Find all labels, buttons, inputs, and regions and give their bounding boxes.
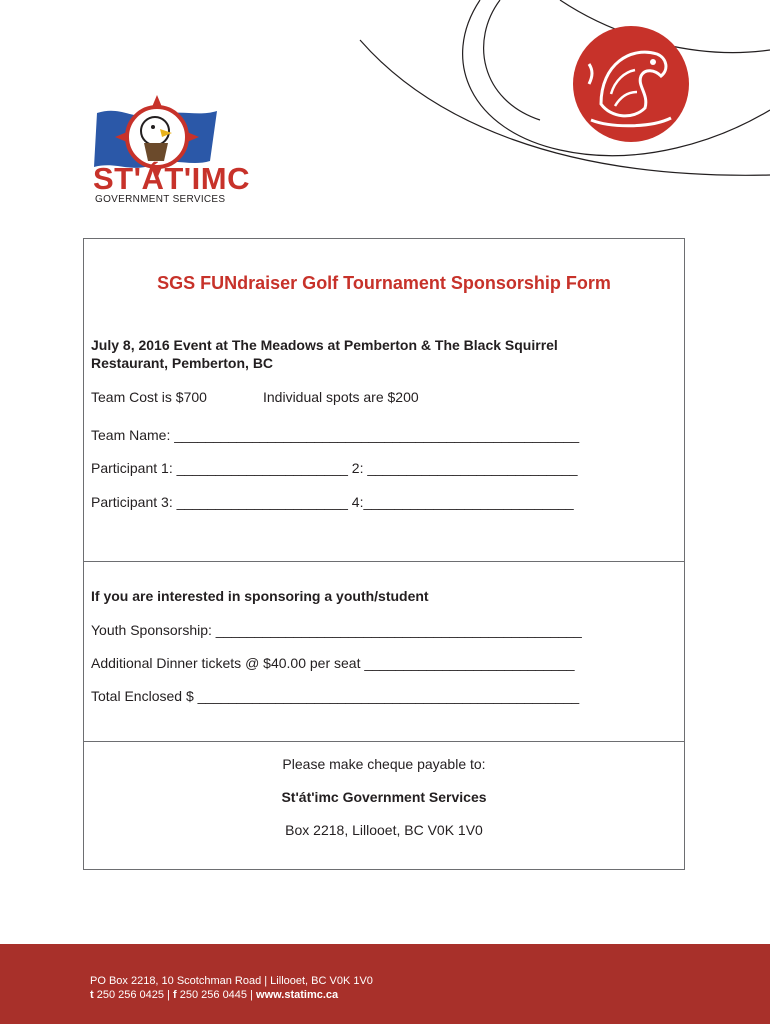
form-title: SGS FUNdraiser Golf Tournament Sponsorship Form: [157, 273, 611, 293]
participants-1-2-field[interactable]: Participant 1: ______________________ 2: ___________________________: [91, 460, 578, 476]
youth-sponsorship-field[interactable]: Youth Sponsorship: _______________________________________________: [91, 622, 582, 638]
footer-address: PO Box 2218, 10 Scotchman Road | Lillooet, BC V0K 1V0: [90, 975, 373, 987]
phone-number: 250 256 0425: [96, 989, 165, 1001]
website-link[interactable]: www.statimc.ca: [256, 989, 339, 1001]
payment-section: [84, 741, 684, 869]
participants-3-4-field[interactable]: Participant 3: ______________________ 4:___________________________: [91, 494, 574, 510]
separator: |: [167, 989, 170, 1001]
team-registration-section: [84, 239, 684, 561]
individual-cost: Individual spots are $200: [263, 389, 419, 405]
logo-subtitle: GOVERNMENT SERVICES: [95, 194, 226, 205]
phone-label: t: [90, 989, 94, 1001]
payee-name: St'át'imc Government Services: [281, 789, 487, 805]
event-details-line1: July 8, 2016 Event at The Meadows at Pemberton & The Black Squirrel: [91, 337, 558, 353]
dinner-tickets-field[interactable]: Additional Dinner tickets @ $40.00 per seat ___________________________: [91, 655, 575, 671]
event-details-line2: Restaurant, Pemberton, BC: [91, 355, 274, 371]
cost-row: [91, 388, 419, 406]
payee-address: Box 2218, Lillooet, BC V0K 1V0: [285, 822, 483, 838]
logo-wordmark: ST'ÁT'IMC: [93, 161, 251, 196]
team-name-field[interactable]: Team Name: ____________________________________________________: [91, 427, 580, 443]
youth-sponsorship-section: [84, 561, 684, 741]
separator: |: [250, 989, 253, 1001]
fax-label: f: [173, 989, 177, 1001]
youth-heading: If you are interested in sponsoring a youth/student: [91, 588, 429, 604]
sponsorship-form: [83, 238, 685, 870]
salmon-emblem-icon: [571, 24, 691, 144]
team-cost: Team Cost is $700: [91, 389, 207, 405]
total-enclosed-field[interactable]: Total Enclosed $ _________________________________________________: [91, 688, 580, 704]
footer-contact: [90, 989, 338, 1001]
footer: [0, 944, 770, 1024]
fax-number: 250 256 0445: [179, 989, 248, 1001]
payment-instruction: Please make cheque payable to:: [282, 756, 486, 772]
